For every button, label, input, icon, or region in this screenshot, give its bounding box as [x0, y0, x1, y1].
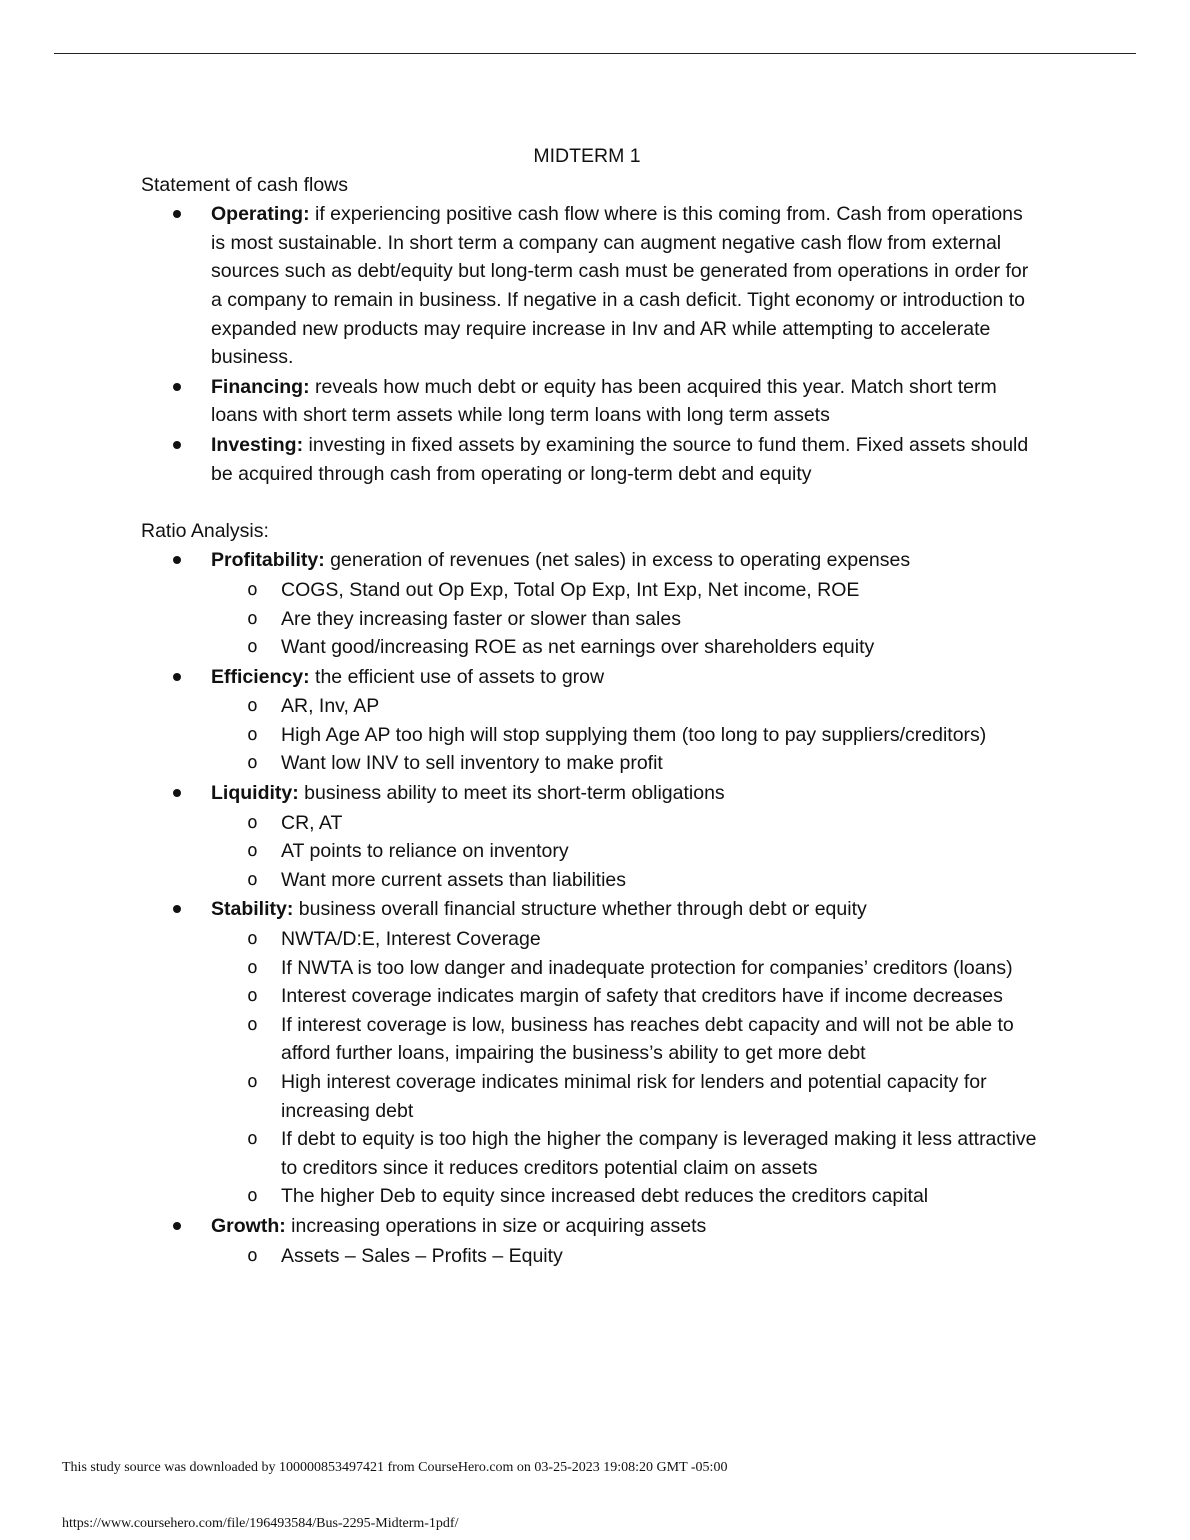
sub-list-container — [141, 925, 1041, 1211]
bullet-item — [141, 546, 1041, 575]
sub-list — [211, 576, 1041, 662]
bullet-text: reveals how much debt or equity has been acquired this year. Match short term loans with short term assets while long term loans with long term assets — [211, 375, 997, 427]
download-notice: This study source was downloaded by 100000853497421 from CourseHero.com on 03-25-2023 19:08:20 GMT -05:00 — [62, 1460, 728, 1475]
top-divider — [54, 53, 1136, 54]
sub-item-text: Assets – Sales – Profits – Equity — [281, 1244, 563, 1267]
circle-bullet-icon: o — [247, 811, 258, 833]
bullet-term: Efficiency: — [211, 665, 310, 688]
sub-item-text: Want more current assets than liabilities — [281, 868, 627, 891]
sub-item-text: CR, AT — [281, 811, 343, 834]
circle-bullet-icon: o — [247, 1128, 258, 1150]
bullet-icon — [173, 383, 181, 391]
bullet-text: generation of revenues (net sales) in excess to operating expenses — [324, 549, 911, 572]
bullet-icon — [173, 556, 181, 564]
sub-item-text: High Age AP too high will stop supplying them (too long to pay suppliers/creditors) — [281, 723, 987, 746]
sub-item — [211, 837, 1041, 866]
sub-item — [211, 721, 1041, 750]
bullet-term: Growth: — [211, 1214, 286, 1237]
sub-item — [211, 866, 1041, 895]
circle-bullet-icon: o — [247, 636, 258, 658]
sub-list — [211, 809, 1041, 895]
bullet-icon — [173, 1222, 181, 1230]
circle-bullet-icon: o — [247, 1013, 258, 1035]
circle-bullet-icon: o — [247, 928, 258, 950]
bullet-item — [141, 373, 1041, 430]
sub-item-text: AR, Inv, AP — [281, 695, 380, 718]
sub-list-container — [141, 809, 1041, 895]
section-ratio-analysis — [141, 517, 1041, 1270]
sub-list-container — [141, 1242, 1041, 1271]
sub-item — [211, 1011, 1041, 1068]
circle-bullet-icon: o — [247, 578, 258, 600]
bullet-item — [141, 431, 1041, 488]
sub-item-text: Want low INV to sell inventory to make profit — [281, 752, 663, 775]
bullet-text: the efficient use of assets to grow — [309, 665, 605, 688]
sub-item — [211, 692, 1041, 721]
circle-bullet-icon: o — [247, 840, 258, 862]
bullet-icon — [173, 210, 181, 218]
circle-bullet-icon: o — [247, 1244, 258, 1266]
sub-item-text: COGS, Stand out Op Exp, Total Op Exp, Int Exp, Net income, ROE — [281, 578, 860, 601]
sub-item — [211, 925, 1041, 954]
bullet-icon — [173, 905, 181, 913]
sub-list-container — [141, 576, 1041, 662]
circle-bullet-icon: o — [247, 956, 258, 978]
sub-item-text: The higher Deb to equity since increased debt reduces the creditors capital — [281, 1185, 929, 1208]
bullet-icon — [173, 441, 181, 449]
sub-item-text: Are they increasing faster or slower than sales — [281, 607, 681, 630]
sub-list-container — [141, 692, 1041, 778]
document-title: MIDTERM 1 — [533, 145, 641, 167]
bullet-icon — [173, 673, 181, 681]
bullet-icon — [173, 789, 181, 797]
bullet-term: Financing: — [211, 375, 310, 398]
circle-bullet-icon: o — [247, 1185, 258, 1207]
circle-bullet-icon: o — [247, 607, 258, 629]
bullet-term: Investing: — [211, 433, 304, 456]
circle-bullet-icon: o — [247, 985, 258, 1007]
section-heading: Statement of cash flows — [141, 173, 349, 196]
sub-item-text: If NWTA is too low danger and inadequate protection for companies’ creditors (loans) — [281, 956, 1013, 979]
circle-bullet-icon: o — [247, 1071, 258, 1092]
bullet-term: Stability: — [211, 898, 294, 921]
sub-item — [211, 982, 1041, 1011]
bullet-term: Operating: — [211, 203, 310, 226]
bullet-text: increasing operations in size or acquiring assets — [285, 1214, 707, 1237]
bullet-text: if experiencing positive cash flow where is this coming from. Cash from operations is most sustainable. In short term a company can augment negative cash flow from external sources such as debt/equity but long-term cash must be generated from operations in order for a company to remain in business. If negative in a cash deficit. Tight economy or introduction to expanded new products may require increase in Inv and AR while attempting to accelerate business. — [211, 203, 1029, 369]
circle-bullet-icon: o — [247, 752, 258, 774]
bullet-list — [141, 200, 1041, 488]
sub-item — [211, 1242, 1041, 1271]
circle-bullet-icon: o — [247, 695, 258, 717]
sub-item-text: Interest coverage indicates margin of safety that creditors have if income decreases — [281, 985, 1003, 1008]
bullet-text: investing in fixed assets by examining the source to fund them. Fixed assets should be acquired through cash from operating or long-term debt and equity — [211, 433, 1029, 485]
section-spacer — [141, 488, 1041, 517]
sub-item — [211, 809, 1041, 838]
bullet-item — [141, 1212, 1041, 1241]
bullet-item — [141, 200, 1041, 372]
sub-item — [211, 576, 1041, 605]
circle-bullet-icon: o — [247, 723, 258, 745]
source-url-link[interactable]: https://www.coursehero.com/file/196493584/Bus-2295-Midterm-1pdf/ — [62, 1516, 459, 1531]
bullet-item — [141, 895, 1041, 924]
sub-item — [211, 633, 1041, 662]
bullet-text: business overall financial structure whether through debt or equity — [293, 898, 867, 921]
bullet-term: Profitability: — [211, 549, 325, 572]
sub-item-text: If interest coverage is low, business has reaches debt capacity and will not be able to afford further loans, impairing the business’s ability to get more debt — [281, 1013, 1014, 1065]
sub-item — [211, 1125, 1041, 1182]
sub-item-text: AT points to reliance on inventory — [281, 840, 569, 863]
sub-item — [211, 1068, 1041, 1125]
sub-list — [211, 1242, 1041, 1271]
bullet-list — [141, 546, 1041, 1270]
sub-item-text: High interest coverage indicates minimal risk for lenders and potential capacity for increasing debt — [281, 1071, 987, 1122]
circle-bullet-icon: o — [247, 868, 258, 890]
bullet-item — [141, 779, 1041, 808]
sub-list — [211, 692, 1041, 778]
sub-list — [211, 925, 1041, 1211]
section-heading: Ratio Analysis: — [141, 519, 269, 542]
bullet-term: Liquidity: — [211, 782, 299, 805]
sub-item-text: NWTA/D:E, Interest Coverage — [281, 928, 541, 951]
sub-item — [211, 749, 1041, 778]
bullet-text: business ability to meet its short-term obligations — [298, 782, 725, 805]
section-cash-flows — [141, 171, 1041, 489]
sub-item — [211, 954, 1041, 983]
sub-item — [211, 1182, 1041, 1211]
sub-item — [211, 605, 1041, 634]
document-body — [141, 142, 1041, 1270]
bullet-item — [141, 663, 1041, 692]
sub-item-text: If debt to equity is too high the higher the company is leveraged making it less attractive to creditors since it reduces creditors potential claim on assets — [281, 1128, 1037, 1179]
sub-item-text: Want good/increasing ROE as net earnings over shareholders equity — [281, 636, 875, 659]
